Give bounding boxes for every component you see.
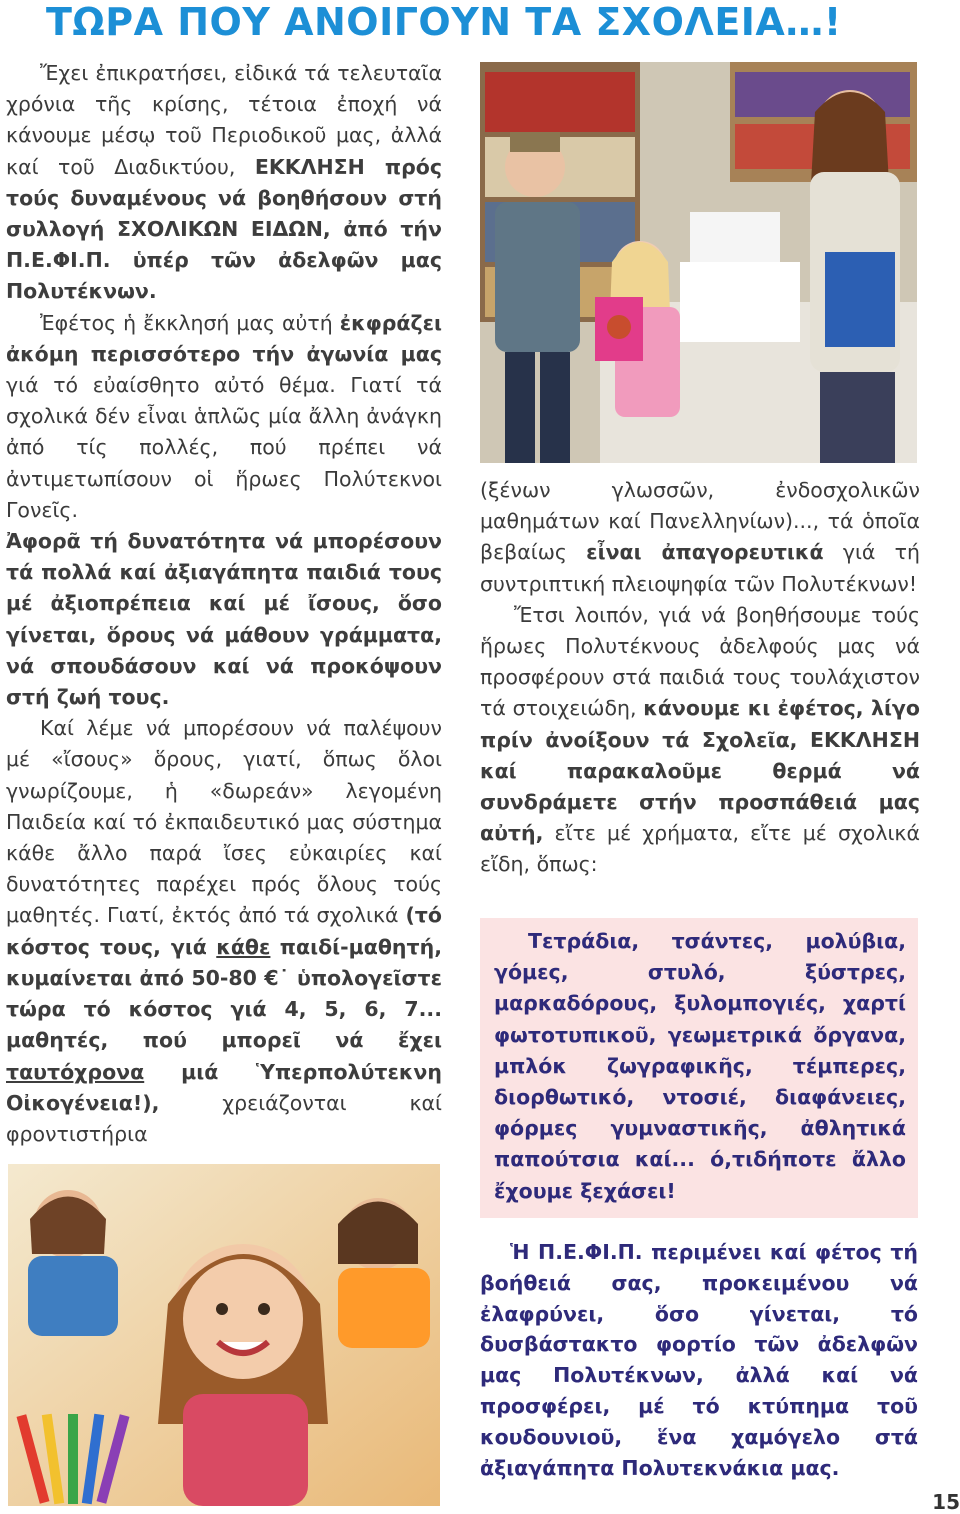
text-run: χρειάζονται καί φροντιστήρια [6, 1090, 442, 1146]
right-column [480, 475, 920, 881]
closing-paragraph: Ἡ Π.Ε.ΦΙ.Π. περιμένει καί φέτος τή βοήθειά σας, προκειμένου νά ἐλαφρύνει, ὅσο γίνεται, τό δυσβάστακτο φορτίο τῶν ἀδελφῶν μας Πολυτέκνων, ἀλλά καί νά προσφέρει, μέ τό κτύπημα τοῦ κουδουνιοῦ, ἕνα χαμόγελο στά ἀξιαγάπητα Πολυτεκνάκια μας. [480, 1240, 918, 1480]
paragraph-tutoring [480, 475, 920, 600]
text-run-bold: μιά Ὑπερπολύτεκνη Οἰκογένεια!), [6, 1059, 442, 1115]
text-run-bold: ἐκφράζει ἀκόμη περισσότερο τήν ἀγωνία μας [6, 310, 442, 366]
text-run-bold: κάνουμε κι ἐφέτος, λίγο πρίν ἀνοίξουν τά Σχολεῖα, ΕΚΚΛΗΣΗ καί παρακαλοῦμε θερμά νά συνδράμετε στήν προσπάθειά μας αὐτή, [480, 696, 920, 846]
school-supplies-list: Τετράδια, τσάντες, μολύβια, γόμες, στυλό, ξύστρες, μαρκαδόρους, ξυλομπογιές, χαρτί φωτοτυπικοῦ, γεωμετρικά ὄργανα, μπλόκ ζωγραφικῆς, τέμπερες, διορθωτικό, ντοσιέ, διαφάνειες, φόρμες γυμναστικῆς, ἀθλητικά παπούτσια καί... ό,τιδήποτε ἄλλο ἔχουμε ξεχάσει! [494, 929, 906, 1203]
page-number: 15 [932, 1490, 960, 1514]
paragraph-appeal [480, 600, 920, 881]
text-run: Καί λέμε νά μπορέσουν νά παλέψουν μέ «ἴσους» ὅρους, γιατί, ὅπως ὅλοι γνωρίζουμε, ἡ «δωρεάν» λεγομένη Παιδεία καί τό ἐκπαιδευτικό μας σύστημα κάθε ἄλλο παρά ἴσες εὐκαιρίες καί δυνατότητες παρέχει πρός ὅλους τούς μαθητές. Γιατί, ἐκτός ἀπό τά σχολικά [6, 716, 442, 928]
text-run-bold: εἶναι ἀπαγορευτικά [586, 540, 824, 565]
text-run-underlined: κάθε [216, 934, 271, 959]
text-run-bold: (τό κόστος τους, γιά [6, 903, 442, 959]
text-run: Ἔτσι λοιπόν, γιά νά βοηθήσουμε τούς ἥρωες Πολυτέκνους ἀδελφούς μας νά προσφέρουν στά παιδιά τους τουλάχιστον τά στοιχειώδη, [480, 602, 920, 721]
photo-illustration [480, 62, 917, 463]
photo-illustration [8, 1164, 440, 1506]
paragraph-this-year [6, 308, 442, 526]
paragraph-appeal-intro [6, 58, 442, 308]
page-title: ΤΩΡΑ ΠΟΥ ΑΝΟΙΓΟΥΝ ΤΑ ΣΧΟΛΕΙΑ…! [46, 0, 842, 44]
paragraph-children-dignity: Ἀφορᾶ τή δυνατότητα νά μπορέσουν τά πολλά καί ἀξιαγάπητα παιδιά τους μέ ἀξιοπρέπεια καί μέ ἴσους, ὅσο γίνεται, ὅρους νά μάθουν γράμματα, νά σπουδάσουν καί νά προκόψουν στή ζωή τους. [6, 529, 442, 710]
text-run: Ἐφέτος ἡ ἔκκλησή μας αὐτή [40, 310, 333, 335]
smiling-kids-classroom-photo [8, 1164, 440, 1506]
text-run-bold: παιδί-μαθητή, κυμαίνεται ἀπό 50-80 €˙ ὑπολογεῖστε τώρα τό κόστος γιά 4, 5, 6, 7... μαθητές, πού μπορεῖ νά ἔχει [6, 934, 442, 1053]
children-with-books-photo [480, 62, 917, 463]
text-run-underlined: ταυτόχρονα [6, 1059, 145, 1084]
left-column [6, 58, 442, 1150]
text-run: γιά τό εὐαίσθητο αὐτό θέμα. Γιατί τά σχολικά δέν εἶναι ἁπλῶς μία ἄλλη ἀνάγκη ἀπό τίς πολλές, πού πρέπει νά ἀντιμετωπίσουν οἱ ἥρωες Πολύτεκνοι Γονεῖς. [6, 373, 442, 522]
text-run: (ξένων γλωσσῶν, ἐνδοσχολικῶν μαθημάτων καί Πανελληνίων)..., τά ὁποῖα βεβαίως [480, 478, 920, 565]
paragraph-equal-terms [6, 713, 442, 1150]
text-run-bold: ΕΚΚΛΗΣΗ πρός τούς δυναμένους νά βοηθήσουν στή συλλογή ΣΧΟΛΙΚΩΝ ΕΙΔΩΝ, ἀπό τήν Π.Ε.ΦΙ.Π. ὑπέρ τῶν ἀδελφῶν μας Πολυτέκνων. [6, 154, 442, 304]
text-run: γιά τή συντριπτική πλειοψηφία τῶν Πολυτέκνων! [480, 540, 920, 596]
text-run: εἴτε μέ χρήματα, εἴτε μέ σχολικά εἴδη, ὅπως: [480, 821, 920, 877]
text-run: Ἔχει ἐπικρατήσει, εἰδικά τά τελευταῖα χρόνια τῆς κρίσης, τέτοια ἐποχή νά κάνουμε μέσῳ τοῦ Περιοδικοῦ μας, ἀλλά καί τοῦ Διαδικτύου, [6, 61, 442, 179]
